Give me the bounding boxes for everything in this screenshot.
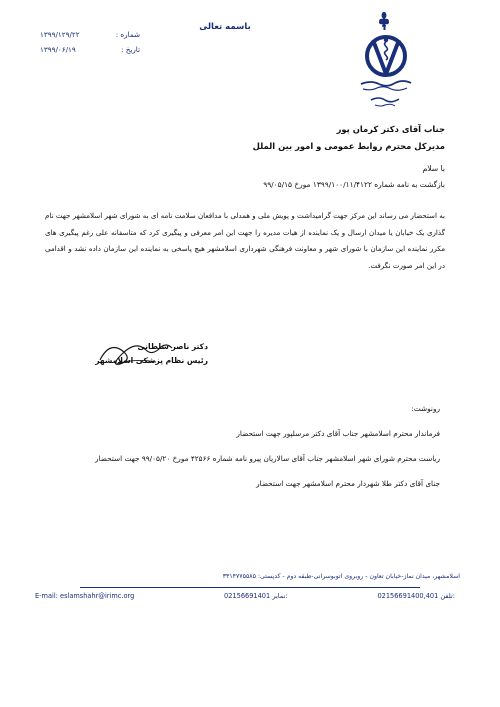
invocation-heading: باسمه تعالی: [199, 22, 251, 32]
footer-fax: [224, 592, 288, 600]
reference-line: بازگشت به نامه شماره ۱۳۹۹/۱۰۰/۱۱/۴۱۲۲ مورخ ۹۹/۰۵/۱۵: [263, 180, 445, 189]
copies-section: [40, 402, 440, 502]
footer-divider: [80, 587, 420, 588]
signature-block: [68, 342, 208, 387]
addressee-title: مدیرکل محترم روابط عمومی و امور بین الملل: [252, 141, 445, 151]
letter-date-row: [40, 42, 140, 57]
letter-date-label: تاریخ :: [120, 45, 140, 54]
copy-recipient: فرماندار محترم اسلامشهر جناب آقای دکتر مرسلپور جهت استحضار: [236, 429, 440, 438]
signatory-name: دکتر ناصر سلطانی: [137, 342, 208, 351]
footer-email: [35, 592, 134, 600]
letter-meta: [40, 27, 140, 57]
tel-value: 02156691400,401: [377, 592, 439, 600]
email-value: eslamshahr@irimc.org: [60, 592, 135, 600]
addressee-block: [85, 121, 445, 155]
letter-number-label: شماره :: [115, 30, 140, 39]
footer-tel: [377, 592, 455, 600]
copies-heading: رونوشت:: [411, 404, 440, 413]
addressee-name: جناب آقای دکتر کرمان پور: [336, 124, 445, 134]
organization-logo: [357, 8, 415, 110]
copy-recipient: ریاست محترم شورای شهر اسلامشهر جناب آقای سالاریان پیرو نامه شماره ۴۲۵۶۶ مورخ ۹۹/۰۵/۲۰ جهت استحضار: [95, 454, 440, 463]
footer-contact: [35, 592, 455, 600]
footer-address: اسلامشهر، میدان نماز-خیابان تعاون - روبروی اتوبوسرانی-طبقه دوم - کدپستی: ۳۳۱۴۷۷۵۵۸۵: [222, 573, 460, 580]
salutation: با سلام: [422, 164, 445, 173]
fax-value: 02156691401: [224, 592, 271, 600]
signatory-title: رئیس نظام پزشکی اسلامشهر: [95, 356, 208, 365]
letter-date-value: ۱۳۹۹/۰۶/۱۹: [40, 45, 76, 54]
email-label: E-mail:: [35, 592, 58, 600]
tel-label: تلفن:: [440, 592, 455, 600]
letter-number-row: [40, 27, 140, 42]
handwritten-signature: [96, 334, 176, 374]
letter-number-value: ۱۳۹۹/۱۲۹/۲۲: [40, 30, 80, 39]
medical-council-emblem-icon: [357, 8, 415, 110]
copy-recipient: جنای آقای دکتر طلا شهردار محترم اسلامشهر جهت استحضار: [256, 479, 440, 488]
letter-body: به استحضار می رساند این مرکز جهت گرامیداشت و پویش ملی و همدلی با مدافعان سلامت نامه ای به شورای شهر اسلامشهر جهت نام گذاری یک خیابان یا میدان ارسال و یک نماینده از هیات مدیره را جهت این امر معرفی و پیگیری کرد که متاسفانه علی رغم پیگیری های مکرر نماینده این سازمان با شورای شهر و معاونت فرهنگی شهرداری اسلامشهر هیچ پاسخی به نماینده این سازمان داده نشد و اقدامی در این امر صورت نگرفت.: [45, 211, 445, 270]
fax-label: نمابر:: [272, 592, 288, 600]
